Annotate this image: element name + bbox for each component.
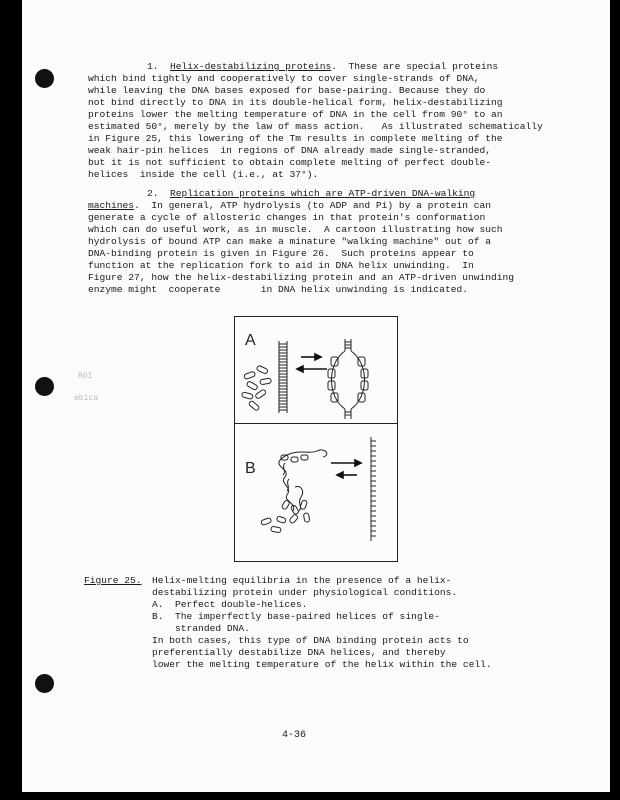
section-1-line: in Figure 25, this lowering of the Tm results in complete melting of the — [88, 133, 503, 144]
figure-25 — [234, 316, 398, 562]
page-number: 4-36 — [282, 730, 307, 741]
caption-line: A. Perfect double-helices. — [152, 599, 308, 610]
section-2-line: which can do useful work, as in muscle. A cartoon illustrating how such — [88, 224, 503, 235]
section-1-line: estimated 50°, merely by the law of mass action. As illustrated schematically — [88, 121, 543, 132]
punch-hole-bottom — [35, 674, 54, 693]
section-2-line: generate a cycle of allosteric changes in that protein's conformation — [88, 212, 486, 223]
margin-ghost-mark: ROI — [78, 372, 93, 381]
section-1-line: not bind directly to DNA in its double-helical form, helix-destabilizing — [88, 97, 503, 108]
section-2-heading: Replication proteins which are ATP-driven DNA-walking — [170, 188, 476, 199]
caption-line: stranded DNA. — [152, 623, 250, 634]
section-2-line: function at the replication fork to aid in DNA helix unwinding. In — [88, 260, 474, 271]
panel-a-label: A — [245, 332, 256, 349]
section-1-heading: Helix-destabilizing proteins — [170, 61, 332, 72]
section-1-line: proteins lower the melting temperature of DNA in the cell from 90° to an — [88, 109, 503, 120]
section-2-line: Figure 27, how the helix-destabilizing protein and an ATP-driven unwinding — [88, 272, 515, 283]
section-2-line: . In general, ATP hydrolysis (to ADP and Pi) by a protein can — [134, 200, 492, 211]
panel-b-label: B — [245, 460, 256, 477]
coated-strand — [371, 437, 376, 541]
section-1-line: but it is not sufficient to obtain complete melting of perfect double- — [88, 157, 492, 168]
caption-line: lower the melting temperature of the helix within the cell. — [152, 659, 492, 670]
section-2-line: enzyme might cooperate in DNA helix unwinding is indicated. — [88, 284, 468, 295]
caption-label: Figure 25. — [84, 575, 142, 586]
section-1-line: . These are special proteins — [331, 61, 499, 72]
caption-line: destabilizing protein under physiological conditions. — [152, 587, 458, 598]
section-2-heading-cont: machines — [88, 200, 135, 211]
section-1-line: while leaving the DNA bases exposed for base-pairing. Because they do — [88, 85, 486, 96]
figure-25-illustration — [235, 317, 397, 561]
melted-bubble — [328, 339, 368, 419]
caption-line: preferentially destabilize DNA helices, and thereby — [152, 647, 446, 658]
punch-hole-middle — [35, 377, 54, 396]
equilibrium-arrows-b — [331, 460, 361, 478]
section-2-number: 2. — [147, 188, 159, 199]
section-1-line: weak hair-pin helices in regions of DNA already made single-stranded, — [88, 145, 492, 156]
section-2-line: hydrolysis of bound ATP can make a minature "walking machine" out of a — [88, 236, 492, 247]
section-1-number: 1. — [147, 61, 159, 72]
protein-cluster-b — [261, 500, 310, 533]
protein-cluster-a — [241, 365, 271, 411]
caption-line: In both cases, this type of DNA binding protein acts to — [152, 635, 469, 646]
caption-line: B. The imperfectly base-paired helices of single- — [152, 611, 440, 622]
equilibrium-arrows-a — [297, 354, 327, 372]
document-page — [22, 0, 610, 792]
section-1-line: helices inside the cell (i.e., at 37°). — [88, 169, 319, 180]
caption-line: Helix-melting equilibria in the presence of a helix- — [152, 575, 452, 586]
section-2-line: DNA-binding protein is given in Figure 26. Such proteins appear to — [88, 248, 474, 259]
punch-hole-top — [35, 69, 54, 88]
section-1-line: which bind tightly and cooperatively to cover single-strands of DNA, — [88, 73, 480, 84]
margin-ghost-mark: ebica — [74, 394, 99, 403]
hairpin-strand — [279, 450, 327, 511]
double-helix — [279, 341, 287, 413]
